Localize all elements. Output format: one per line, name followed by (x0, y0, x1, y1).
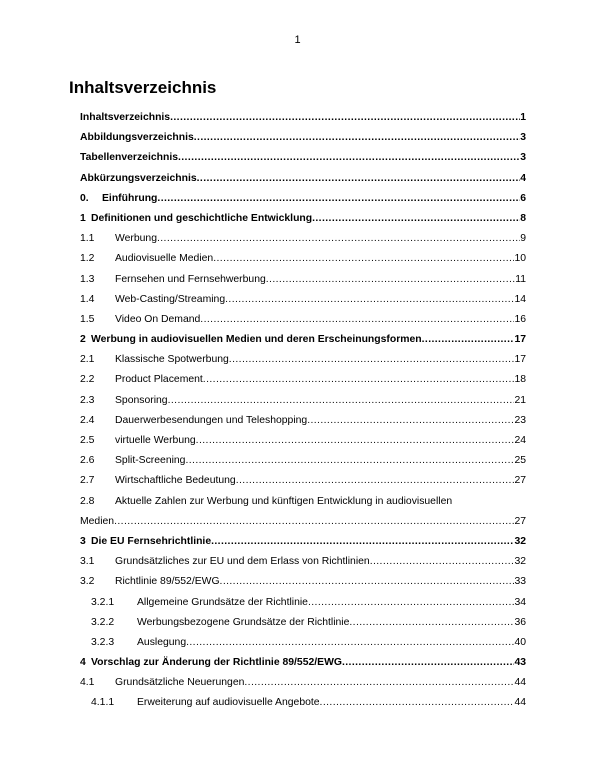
toc-entry-number: 2.1 (80, 354, 95, 366)
toc-leader-dots (422, 330, 515, 350)
toc-entry-page: 4 (520, 172, 526, 184)
toc-entry-number: 1.1 (80, 233, 95, 245)
toc-entry-number: 2.3 (80, 394, 95, 406)
toc-entry[interactable] (80, 572, 526, 592)
toc-entry-page: 11 (515, 273, 526, 285)
toc-entry-title: Wirtschaftliche Bedeutung (115, 475, 236, 487)
toc-entry-page: 14 (514, 293, 526, 305)
toc-entry[interactable] (80, 633, 526, 653)
toc-leader-dots (312, 209, 520, 229)
toc-entry[interactable] (80, 411, 526, 431)
toc-entry[interactable] (80, 471, 526, 491)
toc-entry-page: 34 (514, 596, 526, 608)
toc-entry-number: 2.8 (80, 495, 95, 507)
toc-entry-page: 36 (514, 616, 526, 628)
toc-entry-number: 2.4 (80, 414, 95, 426)
toc-leader-dots (186, 633, 514, 653)
toc-entry-page: 8 (520, 212, 526, 224)
toc-entry-title: Richtlinie 89/552/EWG (115, 576, 220, 588)
toc-entry-number: 3.1 (80, 556, 95, 568)
toc-entry-number: 0. (80, 192, 89, 204)
toc-entry-page: 44 (514, 677, 526, 689)
toc-entry-page: 1 (520, 112, 526, 123)
toc-entry[interactable] (80, 148, 526, 168)
toc-entry-number: 4.1 (80, 677, 95, 689)
toc-entry-title: Werbung in audiovisuellen Medien und deren Erscheinungsformen (91, 334, 422, 346)
toc-entry-title: Video On Demand (115, 313, 201, 325)
toc-entry-number: 3.2.2 (91, 616, 115, 628)
toc-entry[interactable] (80, 209, 526, 229)
toc-leader-dots (178, 148, 520, 168)
toc-leader-dots (266, 270, 515, 290)
toc-leader-dots (307, 411, 514, 431)
toc-entry-number: 4 (80, 657, 86, 669)
toc-entry[interactable] (80, 693, 526, 713)
toc-entry-title: Abbildungsverzeichnis (80, 132, 194, 144)
toc-entry-number: 3.2.1 (91, 596, 115, 608)
toc-entry-number: 1.5 (80, 313, 95, 325)
toc-entry-number: 1.2 (80, 253, 95, 265)
toc-leader-dots (170, 108, 520, 128)
toc-leader-dots (349, 613, 514, 633)
toc-entry-title: virtuelle Werbung (115, 435, 196, 446)
toc-leader-dots (213, 249, 514, 269)
toc-entry-page: 32 (514, 535, 526, 547)
toc-leader-dots (225, 290, 514, 310)
toc-entry-number: 2.7 (80, 475, 95, 487)
toc-entry-title: Auslegung (137, 636, 187, 648)
page-number: 1 (294, 34, 301, 46)
toc-entry-number: 2.5 (80, 435, 95, 446)
toc-leader-dots (114, 512, 514, 532)
toc-leader-dots (370, 552, 515, 572)
toc-entry-number: 2.6 (80, 455, 95, 467)
toc-leader-dots (196, 431, 515, 451)
toc-entry-page: 16 (514, 313, 526, 325)
toc-leader-dots (320, 693, 515, 713)
toc-entry-page: 21 (514, 394, 526, 406)
toc-entry-number: 2.2 (80, 374, 95, 386)
toc-entry[interactable] (80, 189, 526, 209)
toc-leader-dots (229, 350, 515, 370)
toc-entry[interactable] (80, 391, 526, 411)
toc-entry[interactable] (80, 512, 526, 532)
toc-entry-page: 18 (514, 374, 526, 386)
toc-entry[interactable] (80, 431, 526, 451)
toc-entry[interactable] (80, 653, 526, 673)
toc-entry-number: 1.4 (80, 293, 95, 305)
toc-entry-number: 3.2.3 (91, 636, 115, 648)
toc-entry[interactable] (80, 593, 526, 613)
toc-entry-title: Werbung (115, 233, 157, 245)
toc-entry-page: 24 (514, 435, 526, 446)
toc-entry[interactable] (80, 370, 526, 390)
toc-entry-page: 23 (514, 414, 526, 426)
toc-entry[interactable] (80, 451, 526, 471)
toc-entry-title: Klassische Spotwerbung (115, 354, 229, 366)
toc-entry-title: Werbungsbezogene Grundsätze der Richtlinie (137, 616, 350, 628)
toc-leader-dots (200, 310, 514, 330)
toc-entry[interactable] (80, 229, 526, 249)
toc-entry-title: Fernsehen und Fernsehwerbung (115, 273, 266, 285)
toc-entry[interactable] (80, 330, 526, 350)
toc-leader-dots (168, 391, 515, 411)
toc-entry-title: Allgemeine Grundsätze der Richtlinie (137, 596, 308, 608)
toc-entry[interactable] (80, 249, 526, 269)
toc-entry[interactable] (80, 552, 526, 572)
toc-leader-dots (197, 169, 521, 189)
toc-entry-title: Medien (80, 515, 115, 527)
toc-leader-dots (194, 128, 520, 148)
toc-entry-title: Definitionen und geschichtliche Entwicklung (91, 212, 313, 224)
toc-entry[interactable] (80, 270, 526, 290)
toc-entry-page: 6 (520, 192, 526, 204)
toc-leader-dots (211, 532, 514, 552)
toc-entry-title: Web-Casting/Streaming (115, 293, 226, 305)
toc-entry-page: 17 (514, 334, 526, 346)
toc-entry-page: 44 (514, 697, 526, 709)
toc-entry-title: Grundsätzliche Neuerungen (115, 677, 245, 689)
toc-leader-dots (342, 653, 514, 673)
table-of-contents (80, 108, 526, 714)
toc-entry-title: Vorschlag zur Änderung der Richtlinie 89/552/EWG (91, 657, 342, 669)
toc-leader-dots (220, 572, 515, 592)
toc-entry-number: 1.3 (80, 273, 95, 285)
toc-entry[interactable] (80, 128, 526, 148)
toc-leader-dots (203, 370, 515, 390)
toc-entry-page: 3 (520, 132, 526, 144)
toc-entry-number: 1 (80, 212, 86, 224)
toc-entry[interactable] (80, 350, 526, 370)
toc-leader-dots (157, 189, 520, 209)
toc-entry-page: 27 (514, 515, 526, 527)
toc-entry[interactable] (80, 532, 526, 552)
toc-entry-number: 3.2 (80, 576, 95, 588)
toc-heading: Inhaltsverzeichnis (69, 78, 217, 97)
toc-entry-page: 17 (514, 354, 526, 366)
toc-entry-title: Dauerwerbesendungen und Teleshopping (115, 414, 308, 426)
toc-entry-title: Die EU Fernsehrichtlinie (91, 535, 212, 547)
toc-entry-page: 33 (514, 576, 526, 588)
toc-entry[interactable] (80, 492, 526, 512)
toc-entry-title: Inhaltsverzeichnis (80, 112, 171, 123)
toc-entry-title: Product Placement (115, 374, 203, 386)
toc-entry-title: Grundsätzliches zur EU und dem Erlass von Richtlinien (115, 556, 370, 568)
toc-entry-title: Einführung (102, 192, 158, 204)
toc-entry-page: 43 (514, 657, 526, 669)
toc-entry-title: Sponsoring (115, 394, 168, 406)
toc-entry-number: 3 (80, 535, 86, 547)
toc-entry-page: 32 (514, 556, 526, 568)
toc-leader-dots (308, 593, 514, 613)
toc-leader-dots (185, 451, 514, 471)
toc-entry[interactable] (80, 169, 526, 189)
toc-entry-page: 10 (514, 253, 526, 265)
toc-entry[interactable] (80, 613, 526, 633)
toc-entry-page: 25 (514, 455, 526, 467)
toc-entry[interactable] (80, 310, 526, 330)
toc-entry-title: Tabellenverzeichnis (80, 152, 178, 164)
toc-entry-title: Audiovisuelle Medien (115, 253, 214, 265)
toc-entry-title: Aktuelle Zahlen zur Werbung und künftigen Entwicklung in audiovisuellen (115, 495, 453, 507)
toc-entry-page: 40 (514, 636, 526, 648)
toc-entry-number: 2 (80, 334, 86, 346)
toc-entry-page: 9 (520, 233, 526, 245)
toc-entry-number: 4.1.1 (91, 697, 115, 709)
toc-entry-title: Abkürzungsverzeichnis (80, 172, 197, 184)
toc-entry[interactable] (80, 108, 526, 128)
toc-leader-dots (244, 673, 514, 693)
toc-entry-title: Split-Screening (115, 455, 186, 467)
toc-entry-page: 27 (514, 475, 526, 487)
toc-entry[interactable] (80, 673, 526, 693)
toc-entry-page: 3 (520, 152, 526, 164)
toc-leader-dots (236, 471, 515, 491)
toc-leader-dots (157, 229, 520, 249)
toc-entry[interactable] (80, 290, 526, 310)
toc-entry-title: Erweiterung auf audiovisuelle Angebote (137, 697, 320, 709)
